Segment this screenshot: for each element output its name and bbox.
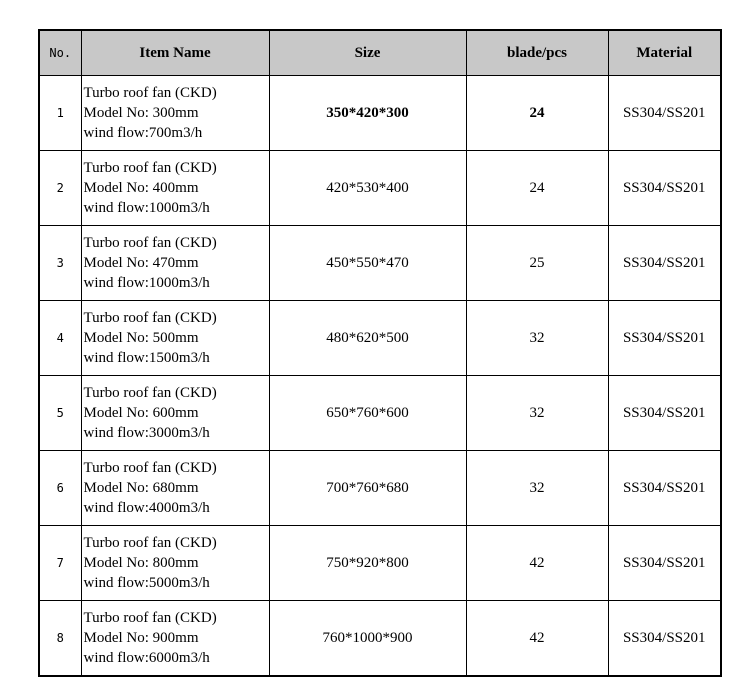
- model-number: Model No: 680mm: [83, 480, 199, 496]
- material-cell: SS304/SS201: [608, 451, 721, 526]
- table-row: [39, 526, 721, 601]
- row-number: 2: [39, 151, 81, 226]
- table-row: [39, 451, 721, 526]
- item-name-cell: [81, 601, 269, 677]
- size-cell: 750*920*800: [269, 526, 466, 601]
- size-cell: 350*420*300: [269, 76, 466, 151]
- blade-count-cell: 32: [466, 376, 608, 451]
- size-cell: 650*760*600: [269, 376, 466, 451]
- header-blade: blade/pcs: [466, 30, 608, 76]
- table-header: [39, 30, 721, 76]
- blade-count-cell: 42: [466, 526, 608, 601]
- model-number: Model No: 800mm: [83, 555, 199, 571]
- table-row: [39, 301, 721, 376]
- table-row: [39, 226, 721, 301]
- table-row: [39, 601, 721, 677]
- header-no: No.: [39, 30, 81, 76]
- wind-flow: wind flow:700m3/h: [83, 125, 203, 141]
- material-cell: SS304/SS201: [608, 301, 721, 376]
- wind-flow: wind flow:3000m3/h: [83, 425, 210, 441]
- item-name: Turbo roof fan (CKD): [83, 160, 217, 176]
- material-cell: SS304/SS201: [608, 151, 721, 226]
- size-cell: 450*550*470: [269, 226, 466, 301]
- material-cell: SS304/SS201: [608, 526, 721, 601]
- item-name-cell: [81, 226, 269, 301]
- size-cell: 480*620*500: [269, 301, 466, 376]
- row-number: 1: [39, 76, 81, 151]
- row-number: 7: [39, 526, 81, 601]
- item-name: Turbo roof fan (CKD): [83, 235, 217, 251]
- item-name: Turbo roof fan (CKD): [83, 85, 217, 101]
- item-name: Turbo roof fan (CKD): [83, 385, 217, 401]
- size-cell: 700*760*680: [269, 451, 466, 526]
- wind-flow: wind flow:5000m3/h: [83, 575, 210, 591]
- blade-count-cell: 32: [466, 451, 608, 526]
- model-number: Model No: 400mm: [83, 180, 199, 196]
- table-row: [39, 76, 721, 151]
- item-name: Turbo roof fan (CKD): [83, 310, 217, 326]
- model-number: Model No: 470mm: [83, 255, 199, 271]
- table-body: [39, 76, 721, 677]
- row-number: 8: [39, 601, 81, 677]
- material-cell: SS304/SS201: [608, 76, 721, 151]
- material-cell: SS304/SS201: [608, 226, 721, 301]
- blade-count-cell: 25: [466, 226, 608, 301]
- material-cell: SS304/SS201: [608, 601, 721, 677]
- model-number: Model No: 500mm: [83, 330, 199, 346]
- row-number: 4: [39, 301, 81, 376]
- wind-flow: wind flow:1000m3/h: [83, 200, 210, 216]
- item-name-cell: [81, 451, 269, 526]
- wind-flow: wind flow:1500m3/h: [83, 350, 210, 366]
- wind-flow: wind flow:1000m3/h: [83, 275, 210, 291]
- item-name: Turbo roof fan (CKD): [83, 610, 217, 626]
- model-number: Model No: 600mm: [83, 405, 199, 421]
- blade-count-cell: 24: [466, 76, 608, 151]
- size-cell: 420*530*400: [269, 151, 466, 226]
- item-name-cell: [81, 376, 269, 451]
- header-row: [39, 30, 721, 76]
- header-material: Material: [608, 30, 721, 76]
- wind-flow: wind flow:6000m3/h: [83, 650, 210, 666]
- wind-flow: wind flow:4000m3/h: [83, 500, 210, 516]
- row-number: 3: [39, 226, 81, 301]
- item-name-cell: [81, 526, 269, 601]
- material-cell: SS304/SS201: [608, 376, 721, 451]
- item-name: Turbo roof fan (CKD): [83, 535, 217, 551]
- item-name-cell: [81, 301, 269, 376]
- header-size: Size: [269, 30, 466, 76]
- table-row: [39, 376, 721, 451]
- product-spec-table: [38, 29, 722, 677]
- item-name: Turbo roof fan (CKD): [83, 460, 217, 476]
- table-row: [39, 151, 721, 226]
- row-number: 5: [39, 376, 81, 451]
- blade-count-cell: 42: [466, 601, 608, 677]
- item-name-cell: [81, 76, 269, 151]
- blade-count-cell: 32: [466, 301, 608, 376]
- model-number: Model No: 900mm: [83, 630, 199, 646]
- row-number: 6: [39, 451, 81, 526]
- model-number: Model No: 300mm: [83, 105, 199, 121]
- header-item-name: Item Name: [81, 30, 269, 76]
- blade-count-cell: 24: [466, 151, 608, 226]
- item-name-cell: [81, 151, 269, 226]
- size-cell: 760*1000*900: [269, 601, 466, 677]
